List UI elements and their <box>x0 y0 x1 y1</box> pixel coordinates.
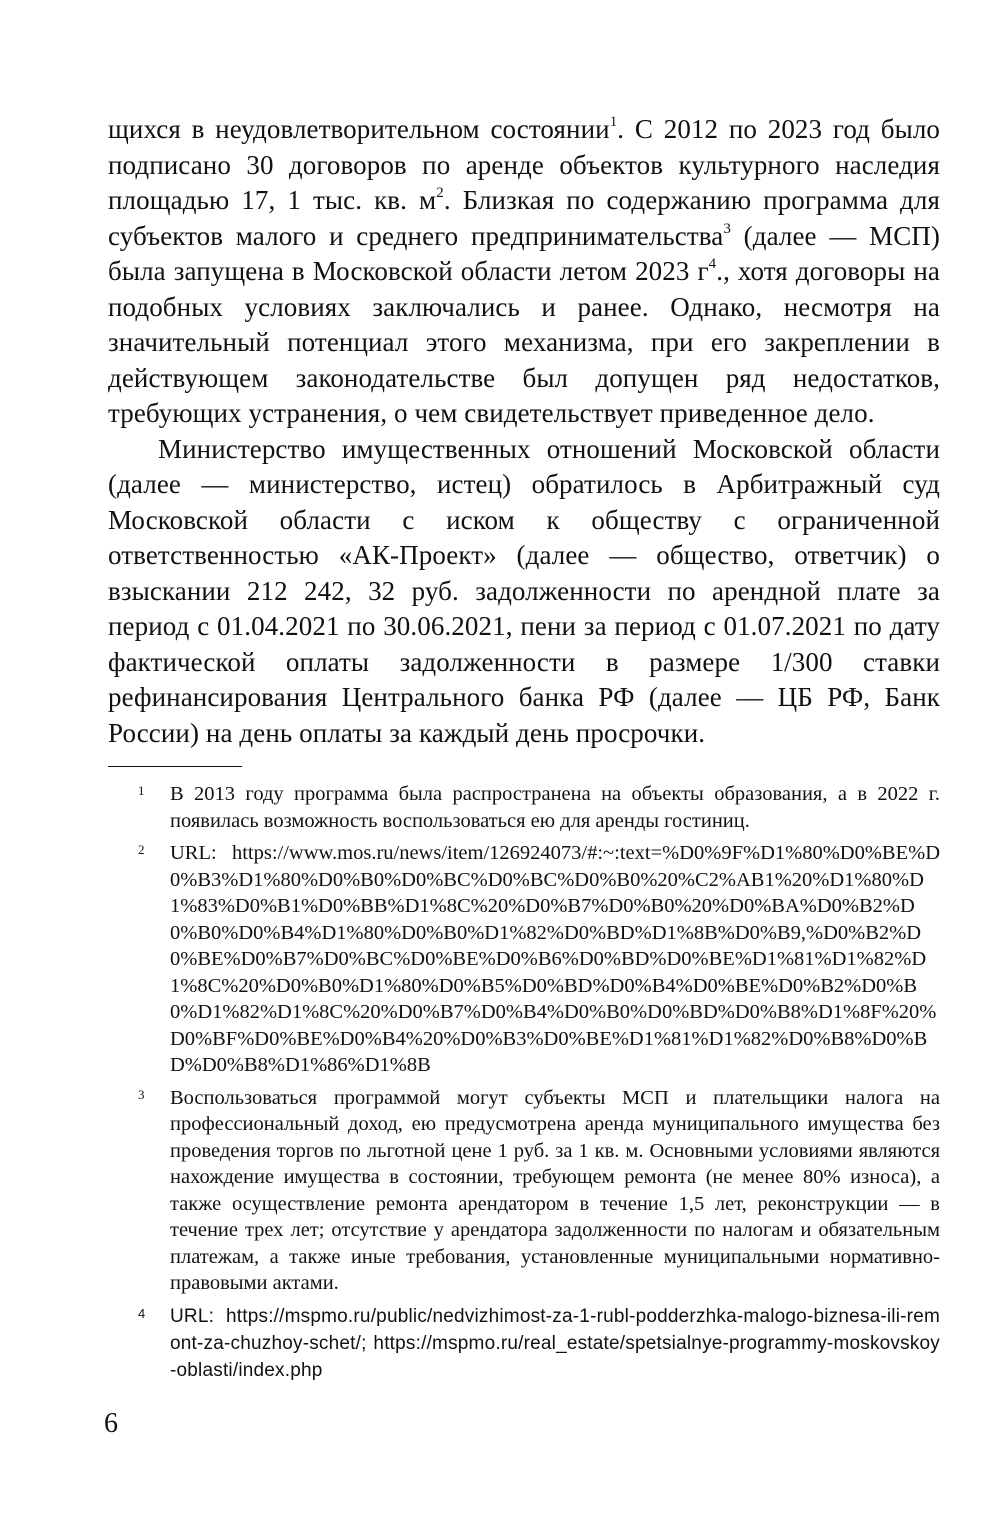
footnote-2 <box>108 840 940 1079</box>
footnote-number: 1 <box>138 783 145 798</box>
paragraph-1: щихся в неудовлетворительном состоянии$^1$. С 2012 по 2023 год было подписано 30 договоров по аренде объектов культурного наследия площадью 17, 1 тыс. кв. м$^2$. Близкая по содержанию программа для субъектов малого и среднего предпринимательства$^3$ (далее — МСП) была запущена в Московской области летом 2023 г$^4$., хотя договоры на подобных условиях заключались и ранее. Однако, несмотря на значительный потенциал этого механизма, при его закреплении в действующем законодательстве был допущен ряд недостатков, требующих устранения, о чем свидетельствует приведенное дело. <box>108 114 940 428</box>
page-number: 6 <box>104 1408 118 1439</box>
footnote-ref-1[interactable]: 1 <box>609 114 618 130</box>
page-content <box>108 112 940 1390</box>
footnote-ref-2[interactable]: 2 <box>436 185 444 201</box>
footnote-ref-3[interactable]: 3 <box>723 220 731 237</box>
footnotes <box>108 781 940 1384</box>
footnote-number: 4 <box>138 1305 146 1321</box>
footnote-text: Воспользоваться программой могут субъекты МСП и плательщики налога на профессиональный доход, ею предусмотрена аренда муниципального имущества без проведения торгов по льготной цене 1 руб. за 1 кв. м. Основными условиями являются нахождение имущества в состоянии, требующем ремонта (не менее 80% износа), а также осуществление ремонта арендатором в течение 1,5 лет, реконструкции — в течение трех лет; отсутствие у арендатора задолженности по налогам и обязательным платежам, а также иные требования, установленные муниципальными нормативно-правовыми актами. <box>170 1086 940 1294</box>
body-text <box>108 112 940 751</box>
footnote-divider <box>108 766 242 767</box>
footnote-number: 3 <box>138 1086 145 1102</box>
footnote-url[interactable]: URL: https://www.mos.ru/news/item/126924073/#:~:text=%D0%9F%D1%80%D0%BE%D0%B3%D1%80%D0%B0%D0%BC%D0%BC%D0%B0%20%C2%AB1%20%D1%80%D1%83%D0%B1%D0%BB%D1%8C%20%D0%B7%D0%B0%20%D0%BA%D0%B2%D0%B0%D0%B4%D1%80%D0%B0%D1%82%D0%BD%D1%8B%D0%B9,%D0%B2%D0%BE%D0%B7%D0%BC%D0%BE%D0%B6%D0%BD%D0%BE%D1%81%D1%82%D1%8C%20%D0%B0%D1%80%D0%B5%D0%BD%D0%B4%D0%BE%D0%B2%D0%B0%D1%82%D1%8C%20%D0%B7%D0%B4%D0%B0%D0%BD%D0%B8%D1%8F%20%D0%BF%D0%BE%D0%B4%20%D0%B3%D0%BE%D1%81%D1%82%D0%B8%D0%BD%D0%B8%D1%86%D1%8B <box>170 842 940 1076</box>
footnote-4 <box>108 1303 940 1384</box>
footnote-3 <box>108 1085 940 1297</box>
paragraph-2: Министерство имущественных отношений Московской области (далее — министерство, истец) обратилось в Арбитражный суд Московской области с иском к обществу с ограниченной ответственностью «АК-Проект» (далее — общество, ответчик) о взыскании 212 242, 32 руб. задолженности по арендной плате за период с 01.04.2021 по 30.06.2021, пени за период с 01.07.2021 по дату фактической оплаты задолженности в размере 1/300 ставки рефинансирования Центрального банка РФ (далее — ЦБ РФ, Банк России) на день оплаты за каждый день просрочки. <box>108 433 940 748</box>
footnote-ref-4[interactable]: 4 <box>708 256 717 272</box>
footnote-text: В 2013 году программа была распространена на объекты образования, а в 2022 г. появилась возможность воспользоваться ею для аренды гостиниц. <box>170 783 940 832</box>
footnote-url[interactable]: URL: https://mspmo.ru/public/nedvizhimost-za-1-rubl-podderzhka-malogo-biznesa-ili-remont-za-chuzhoy-schet/; https://mspmo.ru/real_estate/spetsialnye-programmy-moskovskoy-oblasti/index.php <box>170 1305 940 1381</box>
footnote-number: 2 <box>138 842 145 857</box>
footnote-1 <box>108 781 940 834</box>
